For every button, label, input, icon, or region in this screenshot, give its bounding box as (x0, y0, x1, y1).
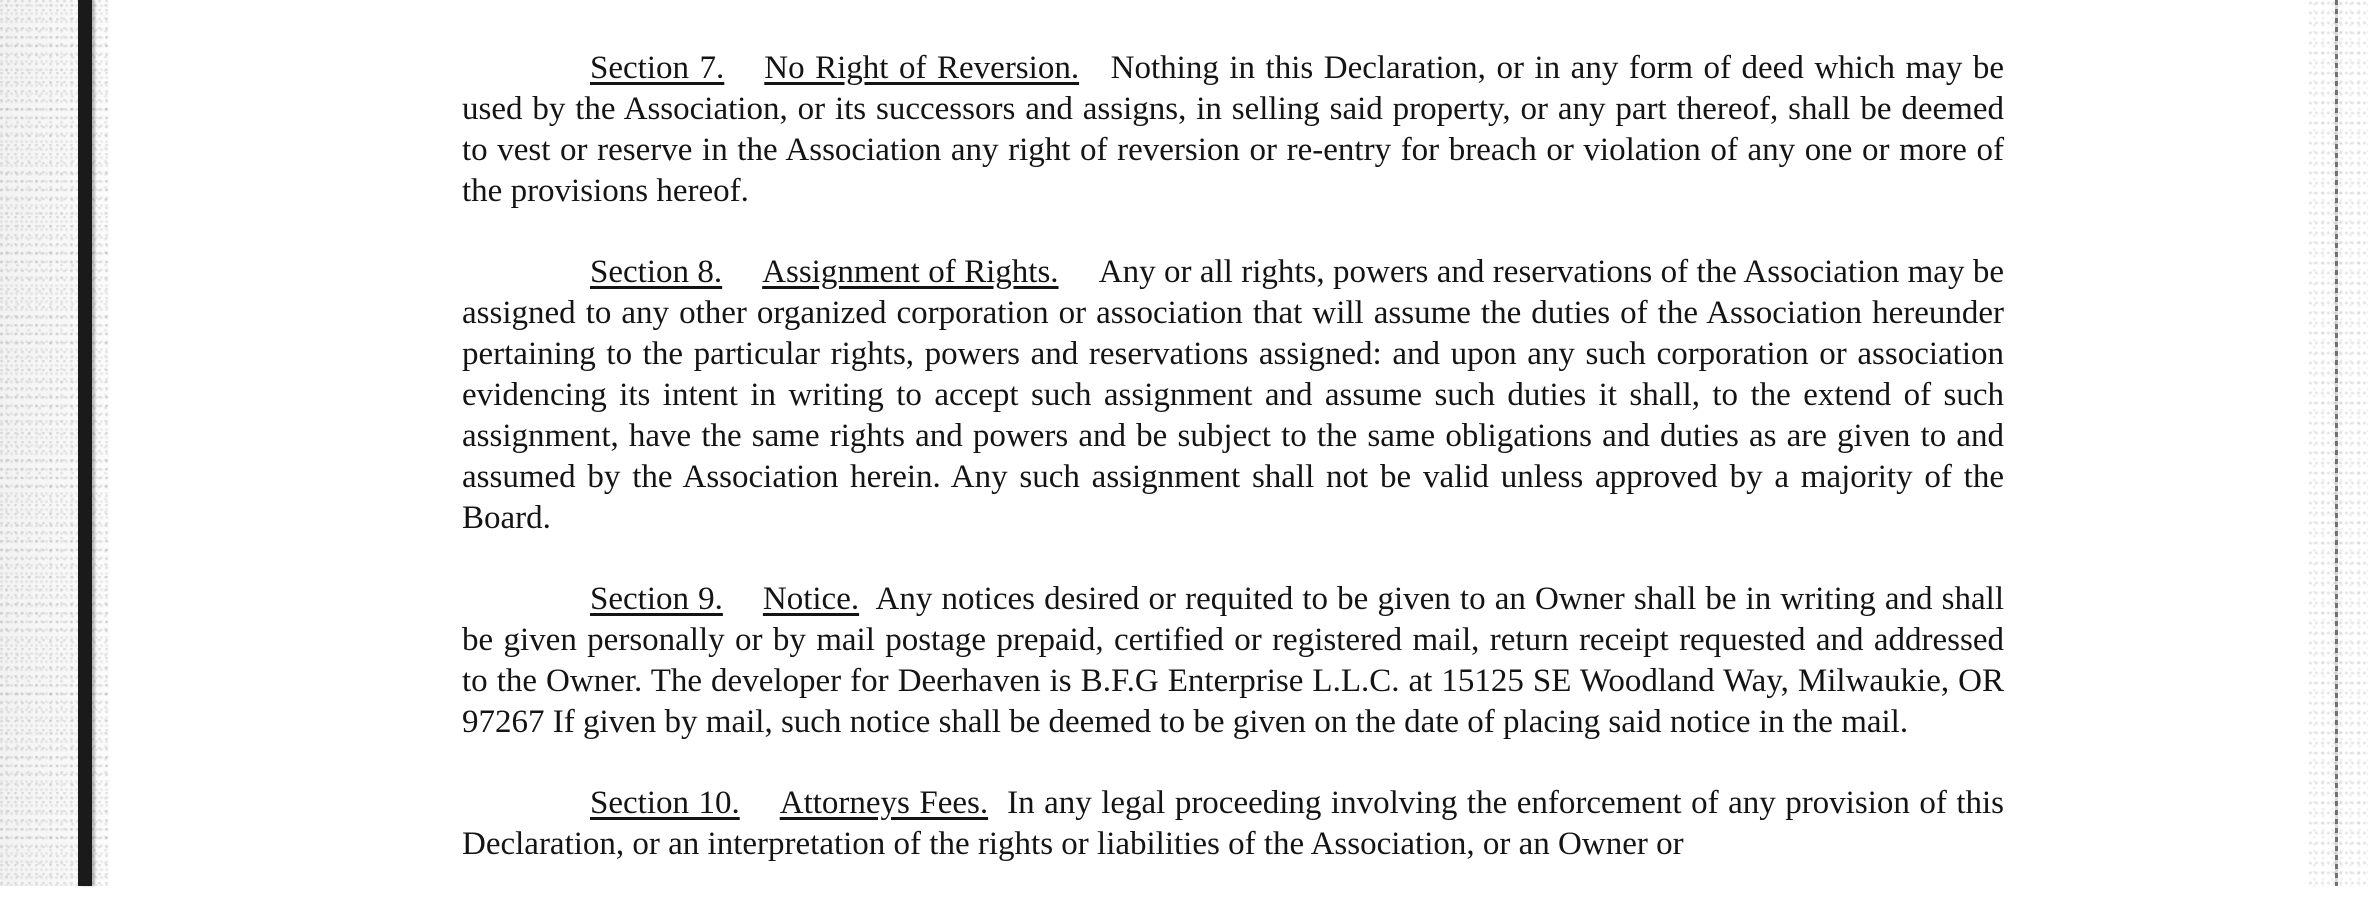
section-number: Section 7. (590, 50, 725, 86)
document-page (462, 48, 2004, 905)
section-number: Section 10. (590, 785, 740, 821)
section-title: Assignment of Rights. (762, 254, 1059, 290)
section-title: No Right of Reversion. (764, 50, 1080, 86)
section-number: Section 8. (590, 254, 723, 290)
section-8 (462, 252, 2004, 539)
section-10 (462, 783, 2004, 865)
section-9 (462, 579, 2004, 743)
section-body: Any notices desired or requited to be given to an Owner shall be in writing and shall be given personally or by mail postage prepaid, certified or registered mail, return receipt requested and addressed to the Owner. The developer for Deerhaven is B.F.G Enterprise L.L.C. at 15125 SE Woodland Way, Milwaukie, OR 97267 If given by mail, such notice shall be deemed to be given on the date of placing said notice in the mail. (462, 581, 2004, 740)
scan-edge-bar (78, 0, 92, 886)
scan-noise-right (2308, 0, 2368, 886)
section-title: Attorneys Fees. (779, 785, 989, 821)
section-body: In any legal proceeding involving the enforcement of any provision of this Declaration, or an interpretation of the rights or liabilities of the Association, or an Owner or (462, 785, 2005, 862)
section-body: Nothing in this Declaration, or in any form of deed which may be used by the Association, or its successors and assigns, in selling said property, or any part thereof, shall be deemed to vest or reserve in the Association any right of reversion or re-entry for breach or violation of any one or more of the provisions hereof. (462, 50, 2005, 209)
scan-noise-left (0, 0, 110, 886)
section-number: Section 9. (590, 581, 723, 617)
scan-edge-line (2335, 0, 2338, 886)
section-title: Notice. (762, 581, 860, 617)
section-body: Any or all rights, powers and reservations of the Association may be assigned to any other organized corporation or association that will assume the duties of the Association hereunder pertaining to the particular rights, powers and reservations assigned: and upon any such corporation or association evidencing its intent in writing to accept such assignment and assume such duties it shall, to the extend of such assignment, have the same rights and powers and be subject to the same obligations and duties as are given to and assumed by the Association herein. Any such assignment shall not be valid unless approved by a majority of the Board. (462, 254, 2005, 536)
section-7 (462, 48, 2004, 212)
